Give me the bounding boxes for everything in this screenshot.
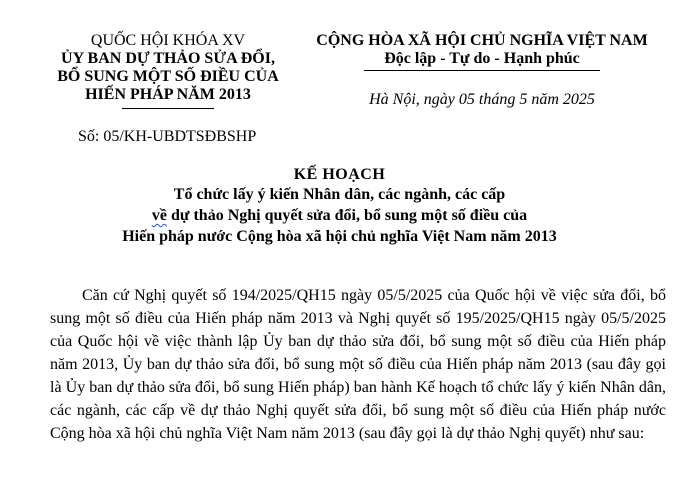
body-paragraph-text: Căn cứ Nghị quyết số 194/2025/QH15 ngày 05/5/2025 của Quốc hội về việc sửa đổi, bổ sung một số điều của Hiến pháp năm 2013 và Nghị quyết số 195/2025/QH15 ngày 05/5/2025 của Quốc hội về việc thành lập Ủy ban dự thảo sửa đổi, bổ sung một số điều của Hiến pháp năm 2013, Ủy ban dự thảo sửa đổi, bổ sung một số điều của Hiến pháp năm 2013 (sau đây gọi là Ủy ban dự thảo sửa đổi, bổ sung Hiến pháp) ban hành Kế hoạch tổ chức lấy ý kiến Nhân dân, các ngành, các cấp về dự thảo Nghị quyết sửa đổi, bổ sung một số điều của Hiến pháp nước Cộng hòa xã hội chủ nghĩa Việt Nam năm 2013 (sau đây gọi là dự thảo Nghị quyết) như sau: xyxy=(50,287,666,442)
national-header xyxy=(302,32,662,71)
committee-name-line-1: ỦY BAN DỰ THẢO SỬA ĐỔI, xyxy=(61,50,275,67)
place-and-date: Hà Nội, ngày 05 tháng 5 năm 2025 xyxy=(369,91,595,108)
title-line-3: Hiến pháp nước Cộng hòa xã hội chủ nghĩa Việt Nam năm 2013 xyxy=(122,228,557,245)
country-name: CỘNG HÒA XÃ HỘI CHỦ NGHĨA VIỆT NAM xyxy=(316,32,648,49)
document-title xyxy=(0,166,679,247)
spellcheck-marked-word: về xyxy=(151,207,167,224)
title-line-2-rest: dự thảo Nghị quyết sửa đổi, bổ sung một số điều của xyxy=(166,207,528,224)
body-paragraph xyxy=(50,284,666,445)
title-line-2 xyxy=(0,205,679,226)
title-main: KẾ HOẠCH xyxy=(293,166,386,183)
assembly-name: QUỐC HỘI KHÓA XV xyxy=(90,32,246,49)
title-line-1: Tổ chức lấy ý kiến Nhân dân, các ngành, các cấp xyxy=(173,186,506,203)
issuing-agency-header xyxy=(48,32,288,109)
national-motto: Độc lập - Tự do - Hạnh phúc xyxy=(384,50,580,67)
document-number: Số: 05/KH-UBDTSĐBSHP xyxy=(78,128,257,145)
committee-name-line-3: HIẾN PHÁP NĂM 2013 xyxy=(85,86,251,103)
motto-divider xyxy=(364,70,600,71)
agency-divider xyxy=(122,108,214,109)
committee-name-line-2: BỔ SUNG MỘT SỐ ĐIỀU CỦA xyxy=(57,68,279,85)
